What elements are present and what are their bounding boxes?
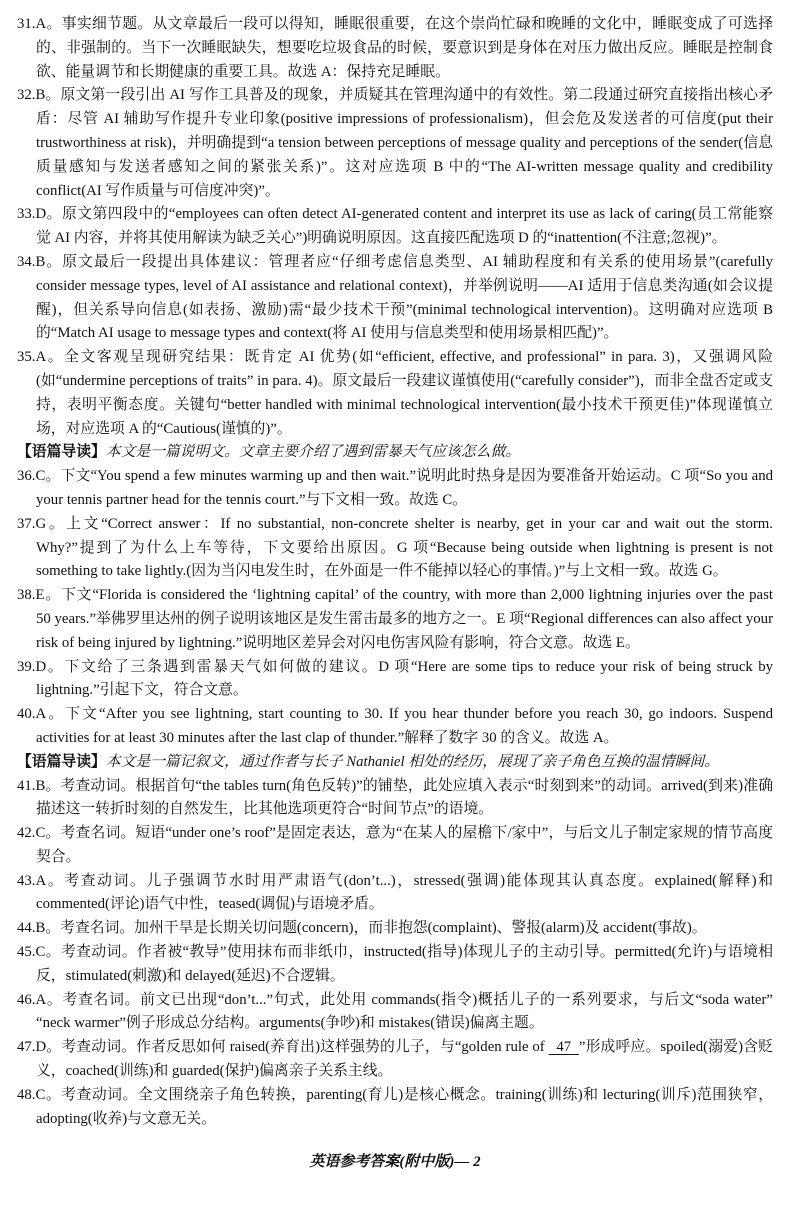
item-text: 上文“Correct answer：If no substantial, non-concrete shelter is nearby, get in your car and wait out the storm. Why?”提到了为什么上车等待，下文要给出原因。G 项“Because being outside when lightning is present is not something to take lightly.(因为当闪电发生时，在外面是一件不能掉以轻心的事情。)”与上文相一致。故选 G。 xyxy=(36,515,773,580)
item-number: 42.C。 xyxy=(17,825,61,842)
item-text: 原文第一段引出 AI 写作工具普及的现象，并质疑其在管理沟通中的有效性。第二段通过研究直接指出核心矛盾：尽管 AI 辅助写作提升专业印象(positive impressions of professionalism)，但会危及发送者的可信度(put their trustworthiness at risk)，并明确提到“a tension between perceptions of message quality and perceptions of the sender(信息质量感知与发送者感知之间的紧张关系)”。这对应选项 B 中的“The AI-written message quality and credibility conflict(AI 写作质量与可信度冲突)”。 xyxy=(36,87,773,199)
item-number: 41.B。 xyxy=(17,777,61,794)
item-number: 43.A。 xyxy=(17,872,65,889)
answer-item-34 xyxy=(17,251,773,346)
answer-item-39 xyxy=(17,656,773,704)
answer-item-38 xyxy=(17,584,773,655)
guide-text: 本文是一篇记叙文，通过作者与长子 Nathaniel 相处的经历，展现了亲子角色互换的温情瞬间。 xyxy=(105,753,720,770)
item-text: 下文“Florida is considered the ‘lightning capital’ of the country, with more than 2,000 lightning injuries over the past 50 years.”举佛罗里达州的例子说明该地区是发生雷击最多的地方之一。E 项“Regional differences can also affect your risk of being injured by lightning.”说明地区差异会对闪电伤害风险有影响，符合文意。故选 E。 xyxy=(36,587,773,651)
answer-item-47 xyxy=(17,1036,773,1084)
item-text: 考查动词。作者被“教导”使用抹布而非纸巾，instructed(指导)体现儿子的主动引导。permitted(允许)与语境相反，stimulated(刺激)和 delayed(延迟)不合逻辑。 xyxy=(36,944,773,984)
passage-guide xyxy=(17,441,773,465)
blank-number: 47 xyxy=(548,1039,579,1056)
item-text: 事实细节题。从文章最后一段可以得知，睡眠很重要，在这个崇尚忙碌和晚睡的文化中，睡眠变成了可选择的、非强制的。当下一次睡眠缺失，想要吃垃圾食品的时候，要意识到是身体在对压力做出反应。睡眠是控制食欲、能量调节和长期健康的重要工具。故选 A：保持充足睡眠。 xyxy=(36,16,773,80)
item-number: 35.A。 xyxy=(17,349,65,366)
item-number: 34.B。 xyxy=(17,253,63,270)
item-text: 考查名词。短语“under one’s roof”是固定表达，意为“在某人的屋檐下/家中”，与后文儿子制定家规的情节高度契合。 xyxy=(36,825,773,865)
answer-item-44 xyxy=(17,917,773,941)
guide-text: 本文是一篇说明文。文章主要介绍了遇到雷暴天气应该怎么做。 xyxy=(105,444,521,461)
item-number: 33.D。 xyxy=(17,206,62,223)
item-number: 47.D。 xyxy=(17,1039,62,1056)
item-number: 45.C。 xyxy=(17,944,61,961)
item-text: 考查名词。加州干旱是长期关切问题(concern)，而非抱怨(complaint)、警报(alarm)及 accident(事故)。 xyxy=(60,920,707,937)
item-text: 考查动词。作者反思如何 raised(养育出)这样强势的儿子，与“golden rule of xyxy=(61,1039,549,1056)
item-number: 44.B。 xyxy=(17,920,61,937)
item-text: 考查名词。前文已出现“don’t...”句式，此处用 commands(指令)概括儿子的一系列要求，与后文“soda water” “neck warmer”例子形成总分结构。arguments(争吵)和 mistakes(错误)偏离主题。 xyxy=(36,991,773,1032)
answer-item-45 xyxy=(17,941,773,989)
answer-item-46 xyxy=(17,989,773,1037)
item-number: 31.A。 xyxy=(17,16,62,32)
item-number: 46.A。 xyxy=(17,991,63,1008)
item-text: 下文“You spend a few minutes warming up and then wait.”说明此时热身是因为要准备开始运动。C 项“So you and your tennis partner head for the tennis court.”与下文相一致。故选 C。 xyxy=(36,468,774,508)
answer-item-35 xyxy=(17,346,773,441)
page-footer: 英语参考答案(附中版)— 2 xyxy=(309,1154,481,1171)
guide-label: 【语篇导读】 xyxy=(17,753,106,770)
answer-item-36 xyxy=(17,465,773,513)
answer-item-43 xyxy=(17,870,773,918)
answer-item-32 xyxy=(17,84,773,203)
answer-item-41 xyxy=(17,775,773,823)
answer-item-37 xyxy=(17,513,773,584)
item-text: 考查动词。根据首句“the tables turn(角色反转)”的铺垫，此处应填入表示“时刻到来”的动词。arrived(到来)准确描述这一转折时刻的自然发生，比其他选项更符合“时间节点”的语境。 xyxy=(36,777,773,818)
answer-list xyxy=(17,13,773,1131)
item-text: 原文第四段中的“employees can often detect AI-generated content and interpret its use as lack of caring(员工常能察觉 AI 内容，并将其使用解读为缺乏关心”)明确说明原因。这直接匹配选项 D 的“inattention(不注意;忽视)”。 xyxy=(36,206,773,247)
item-text: 考查动词。儿子强调节水时用严肃语气(don’t...)，stressed(强调)能体现其认真态度。explained(解释)和 commented(评论)语气中性，teased(调侃)与语境矛盾。 xyxy=(36,872,774,913)
guide-label: 【语篇导读】 xyxy=(17,444,106,461)
answer-item-42 xyxy=(17,822,773,870)
item-text: 原文最后一段提出具体建议：管理者应“仔细考虑信息类型、AI 辅助程度和有关系的使用场景”(carefully consider message types, level of AI assistance and relational context)，并举例说明——AI 适用于信息类沟通(如会议提醒)，但关系导向信息(如表扬、激励)需“最少技术干预”(minimal technological intervention)。这明确对应选项 B 的“Match AI usage to message types and context(将 AI 使用与信息类型和使用场景相匹配)”。 xyxy=(36,253,773,342)
item-text: 下文“After you see lightning, start counting to 30. If you hear thunder before you reach 30, go indoors. Suspend activities for at least 30 minutes after the last clap of thunder.”解释了数字 30 的含义。故选 A。 xyxy=(36,706,773,746)
item-text: 下文给了三条遇到雷暴天气如何做的建议。D 项“Here are some tips to reduce your risk of being struck by lightning.”引起下文，符合文意。 xyxy=(36,658,774,699)
item-number: 40.A。 xyxy=(17,706,66,723)
answer-item-31 xyxy=(17,13,773,84)
answer-item-33 xyxy=(17,203,773,251)
item-text: ”形成呼应。spoiled(溺爱)含贬义，coached(训练)和 guarded(保护)偏离亲子关系主线。 xyxy=(36,1039,774,1080)
passage-guide xyxy=(17,751,773,775)
item-number: 38.E。 xyxy=(17,587,62,604)
item-text: 考查动词。全文围绕亲子角色转换，parenting(育儿)是核心概念。training(训练)和 lecturing(训斥)范围狭窄，adopting(收养)与文意无关。 xyxy=(36,1086,773,1127)
item-text: 全文客观呈现研究结果：既肯定 AI 优势(如“efficient, effective, and professional” in para. 3)，又强调风险(如“undermine perceptions of traits” in para. 4)。原文最后一段建议谨慎使用(“carefully consider”)，而非全盘否定或支持，表明平衡态度。关键句“better handled with minimal technological intervention(最小技术干预更佳)”体现谨慎立场，对应选项 A 的“Cautious(谨慎的)”。 xyxy=(36,349,773,437)
item-number: 39.D。 xyxy=(17,658,65,675)
item-number: 48.C。 xyxy=(17,1086,62,1103)
item-number: 32.B。 xyxy=(17,87,61,104)
answer-item-40 xyxy=(17,703,773,751)
answer-item-48 xyxy=(17,1084,773,1132)
item-number: 37.G。 xyxy=(17,515,67,532)
item-number: 36.C。 xyxy=(17,468,61,485)
